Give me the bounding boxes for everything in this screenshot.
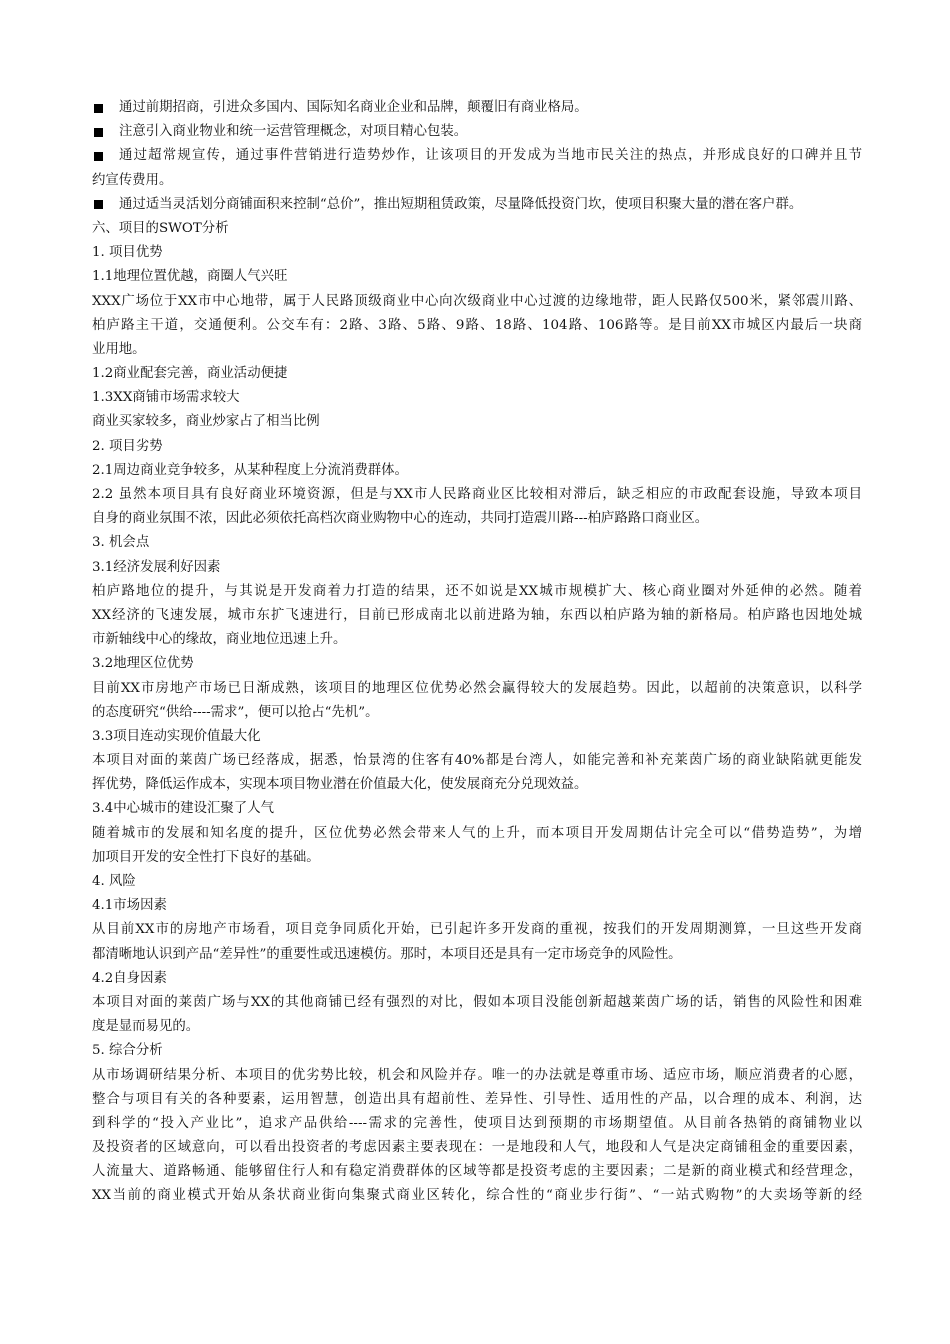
paragraph-line: 从市场调研结果分析、本项目的优劣势比较，机会和风险并存。唯一的办法就是尊重市场、适应市场，顺应消费者的心愿，: [92, 1067, 862, 1083]
paragraph-line: 商业买家较多，商业炒家占了相当比例: [92, 414, 320, 430]
item-heading: 1.3XX商铺市场需求较大: [92, 390, 240, 406]
paragraph-line: XX当前的商业模式开始从条状商业街向集聚式商业区转化，综合性的“商业步行街”、“一站式购物”的大卖场等新的经: [92, 1188, 862, 1204]
section-heading: 六、项目的SWOT分析: [92, 220, 229, 236]
paragraph-line: 及投资者的区域意向，可以看出投资者的考虑因素主要表现在：一是地段和人气，地段和人气是决定商铺租金的重要因素，: [92, 1140, 862, 1156]
item-heading: 1.1地理位置优越，商圈人气兴旺: [92, 269, 288, 285]
subsection-heading: 1. 项目优势: [92, 245, 163, 261]
item-heading: 4.2自身因素: [92, 970, 167, 986]
subsection-heading: 4. 风险: [92, 874, 136, 889]
subsection-heading: 5. 综合分析: [92, 1043, 163, 1059]
paragraph-line: 2.2 虽然本项目具有良好商业环境资源，但是与XX市人民路商业区比较相对滞后，缺乏相应的市政配套设施，导致本项目: [92, 487, 862, 502]
bullet-text: 通过适当灵活划分商铺面积来控制“总价”，推出短期租赁政策，尽量降低投资门坎，使项目积聚大量的潜在客户群。: [119, 196, 803, 212]
paragraph-line: 随着城市的发展和知名度的提升，区位优势必然会带来人气的上升，而本项目开发周期估计完全可以“借势造势”，为增: [92, 825, 862, 841]
paragraph-line: 本项目对面的莱茵广场已经落成，据悉，怡景湾的住客有40%都是台湾人，如能完善和补充莱茵广场的商业缺陷就更能发: [92, 753, 862, 769]
paragraph-line: XXX广场位于XX市中心地带，属于人民路顶级商业中心向次级商业中心过渡的边缘地带，距人民路仅500米，紧邻震川路、: [92, 293, 862, 309]
item-heading: 3.1经济发展利好因素: [92, 559, 221, 575]
paragraph-line: 人流量大、道路畅通、能够留住行人和有稳定消费群体的区域等都是投资考虑的主要因素；二是新的商业模式和经营理念，: [92, 1164, 862, 1180]
paragraph-line: 柏庐路地位的提升，与其说是开发商着力打造的结果，还不如说是XX城市规模扩大、核心商业圈对外延伸的必然。随着: [92, 583, 862, 599]
paragraph-line: 整合与项目有关的各种要素，运用智慧，创造出具有超前性、差异性、引导性、适用性的产品，以合理的成本、利润，达: [92, 1091, 862, 1107]
paragraph-line: 柏庐路主干道，交通便利。公交车有：2路、3路、5路、9路、18路、104路、106路等。是目前XX市城区内最后一块商: [92, 317, 862, 333]
paragraph-line: 本项目对面的莱茵广场与XX的其他商铺已经有强烈的对比，假如本项目没能创新超越莱茵广场的话，销售的风险性和困难: [92, 994, 862, 1010]
bullet-item: [92, 144, 862, 168]
square-bullet-icon: [94, 152, 103, 161]
paragraph-line: 度是显而易见的。: [92, 1019, 200, 1035]
paragraph-line: 业用地。: [92, 341, 146, 357]
subsection-heading: 2. 项目劣势: [92, 438, 163, 454]
bullet-continuation: 约宣传费用。: [92, 172, 173, 188]
paragraph-line: 挥优势，降低运作成本，实现本项目物业潜在价值最大化，使发展商充分兑现效益。: [92, 777, 588, 793]
item-heading: 3.2地理区位优势: [92, 656, 194, 672]
bullet-text: 通过前期招商，引进众多国内、国际知名商业企业和品牌，颠覆旧有商业格局。: [119, 100, 588, 115]
item-heading: 3.3项目连动实现价值最大化: [92, 728, 261, 744]
paragraph-line: 从目前XX市的房地产市场看，项目竞争同质化开始，已引起许多开发商的重视，按我们的开发周期测算，一旦这些开发商: [92, 922, 862, 938]
bullet-item: [92, 96, 862, 120]
bullet-text: 注意引入商业物业和统一运营管理概念，对项目精心包装。: [119, 124, 468, 140]
document-page: [92, 96, 862, 1209]
bullet-item: [92, 120, 862, 144]
paragraph-line: XX经济的飞速发展，城市东扩飞速进行，目前已形成南北以前进路为轴，东西以柏庐路为轴的新格局。柏庐路也因地处城: [92, 607, 862, 623]
bullet-text: 通过超常规宣传，通过事件营销进行造势炒作，让该项目的开发成为当地市民关注的热点，并形成良好的口碑并且节: [119, 148, 862, 164]
bullet-item: [92, 193, 862, 217]
subsection-heading: 3. 机会点: [92, 535, 150, 551]
paragraph-line: 自身的商业氛围不浓，因此必须依托高档次商业购物中心的连动，共同打造震川路---柏庐路路口商业区。: [92, 511, 709, 527]
square-bullet-icon: [94, 128, 103, 137]
item-heading: 1.2商业配套完善，商业活动便捷: [92, 366, 288, 382]
paragraph-line: 加项目开发的安全性打下良好的基础。: [92, 849, 320, 865]
item-heading: 3.4中心城市的建设汇聚了人气: [92, 801, 274, 817]
paragraph-line: 的态度研究“供给----需求”，便可以抢占“先机”。: [92, 704, 379, 720]
item-heading: 2.1周边商业竞争较多，从某种程度上分流消费群体。: [92, 462, 408, 478]
square-bullet-icon: [94, 200, 103, 209]
square-bullet-icon: [94, 104, 103, 113]
item-heading: 4.1市场因素: [92, 898, 167, 914]
paragraph-line: 到科学的“投入产业比”，追求产品供给----需求的完善性，使项目达到预期的市场期望值。从目前各热销的商铺物业以: [92, 1115, 862, 1131]
paragraph-line: 目前XX市房地产市场已日渐成熟，该项目的地理区位优势必然会赢得较大的发展趋势。因此，以超前的决策意识，以科学: [92, 680, 862, 696]
paragraph-line: 市新轴线中心的缘故，商业地位迅速上升。: [92, 632, 347, 648]
paragraph-line: 都清晰地认识到产品“差异性”的重要性或迅速模仿。那时，本项目还是具有一定市场竞争的风险性。: [92, 946, 682, 962]
